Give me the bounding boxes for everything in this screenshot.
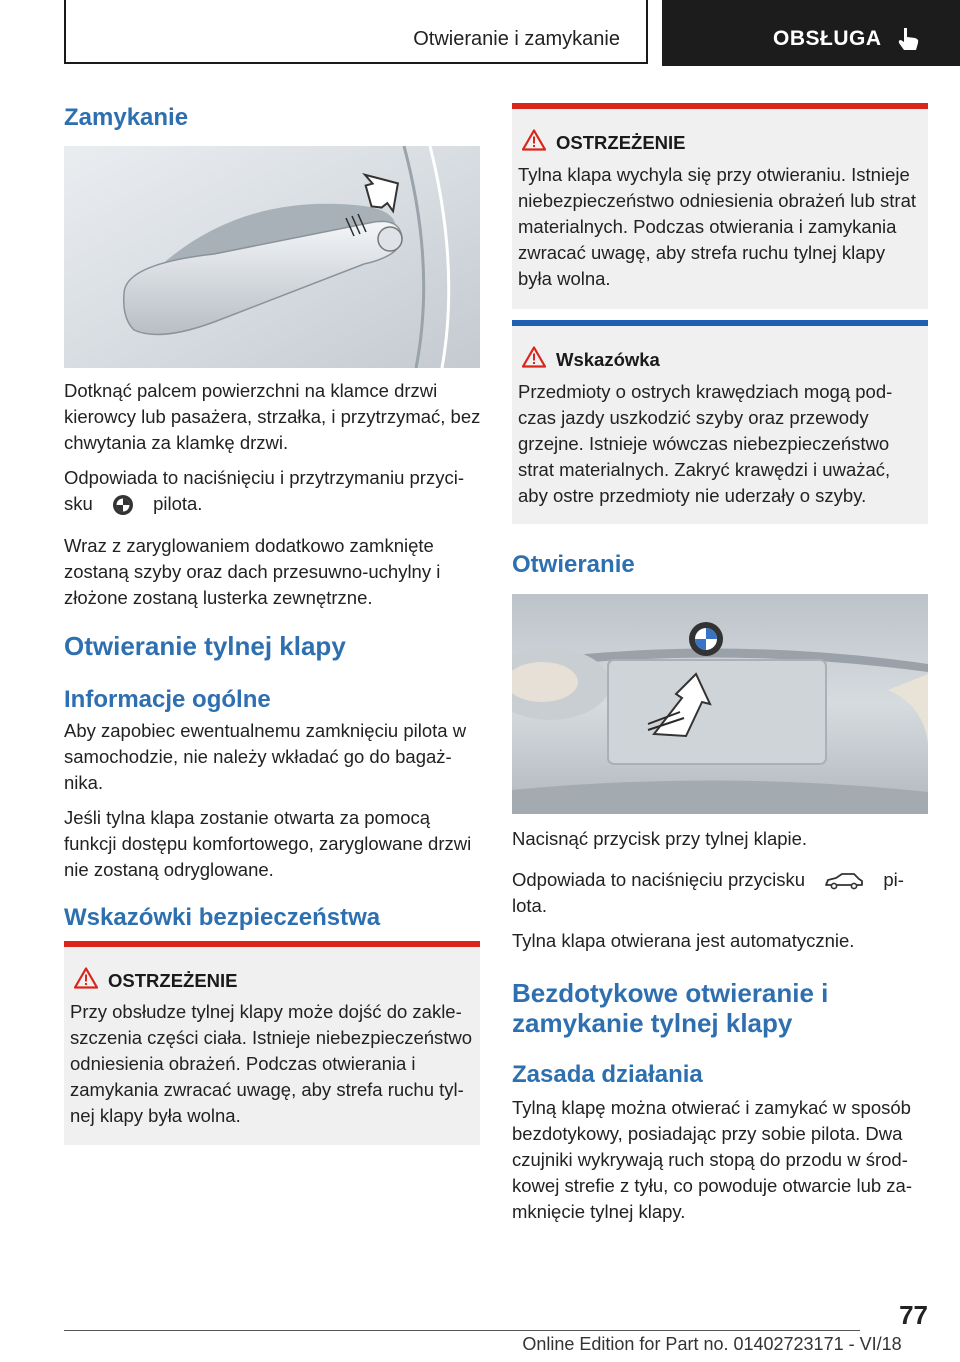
footer-edition: Online Edition for Part no. 01402723171 - VI/18 xyxy=(522,1334,902,1354)
heading-otwieranie: Otwieranie xyxy=(512,551,635,578)
warning-triangle-icon xyxy=(522,129,546,151)
heading-informacje-ogolne: Informacje ogólne xyxy=(64,686,271,713)
heading-zasada-dzialania: Zasada działania xyxy=(512,1061,703,1088)
warning-title: OSTRZEŻENIE xyxy=(556,132,686,153)
hint-text: Przedmioty o ostrych krawędziach mogą podczas jazdy uszkodzić szyby oraz przewody grzejne. Istnieje wówczas niebezpieczeństwo strat materialnych. Zakryć krawędzi i uważać, aby ostre przedmioty nie uderzały o szyby. xyxy=(518,381,893,506)
heading-wskazowki-bezpieczenstwa: Wskazówki bezpieczeństwa xyxy=(64,904,381,931)
warning-bar xyxy=(512,103,928,109)
paragraph-part: pilota. xyxy=(512,869,904,916)
tylna-text xyxy=(64,718,484,883)
bezdotykowe-text xyxy=(512,1095,932,1225)
header-frame xyxy=(64,0,648,64)
warning-text: Tylna klapa wychyla się przy otwieraniu. Istnieje niebezpieczeństwo odniesienia obrażeń lub strat materialnych. Podczas otwierania i zamykania zwracać uwagę, aby strefa ruchu tylnej klapy była wolna. xyxy=(518,164,917,289)
car-trunk-icon xyxy=(824,872,864,890)
footer-rule xyxy=(64,1330,860,1331)
hint-triangle-icon xyxy=(522,346,546,368)
warning-box xyxy=(64,941,480,1145)
hint-title: Wskazówka xyxy=(556,349,660,370)
warning-box xyxy=(512,103,928,309)
paragraph-part: Odpowiada to naciśnięciu przycisku xyxy=(512,869,806,890)
header-section-title: Otwieranie i zamykanie xyxy=(413,28,620,50)
hint-bar xyxy=(512,320,928,326)
hint-box xyxy=(512,320,928,524)
warning-bar xyxy=(64,941,480,947)
paragraph xyxy=(512,867,930,919)
page-number: 77 xyxy=(899,1300,928,1330)
paragraph-part: Odpowiada to naciśnięciu i przytrzymaniu przycisku xyxy=(64,467,464,514)
photo-tailgate-button xyxy=(512,594,928,814)
zamykanie-text xyxy=(64,378,482,611)
heading-otwieranie-tylnej-klapy: Otwieranie tylnej klapy xyxy=(64,631,346,661)
warning-triangle-icon xyxy=(74,967,98,989)
paragraph: Tylną klapę można otwierać i zamykać w sposób bezdotykowy, posiadając przy sobie pilota. Dwa czujniki wykrywają ruch stopą do przodu w środkowej strefie z tyłu, co powoduje otwarcie lub zamknięcie tylnej klapy. xyxy=(512,1097,913,1222)
paragraph: Jeśli tylna klapa zostanie otwarta za pomocą funkcji dostępu komfortowego, zaryglowane drzwi nie zostaną odryglowane. xyxy=(64,807,472,880)
pointing-hand-icon xyxy=(895,26,921,52)
bmw-key-icon xyxy=(112,494,134,516)
paragraph: Tylna klapa otwierana jest automatycznie. xyxy=(512,930,855,951)
otwieranie-text xyxy=(512,826,930,954)
paragraph: Wraz z zaryglowaniem dodatkowo zamknięte zostaną szyby oraz dach przesuwno-uchylny i złożone zostaną lusterka zewnętrzne. xyxy=(64,535,441,608)
header-chapter-label: OBSŁUGA xyxy=(773,27,882,50)
heading-bezdotykowe-otwieranie: Bezdotykowe otwieranie i zamykanie tylnej klapy xyxy=(512,978,829,1038)
photo-door-handle xyxy=(64,146,480,368)
warning-title: OSTRZEŻENIE xyxy=(108,970,238,991)
paragraph: Aby zapobiec ewentualnemu zamknięciu pilota w samochodzie, nie należy wkładać go do bagażnika. xyxy=(64,720,467,793)
paragraph: Nacisnąć przycisk przy tylnej klapie. xyxy=(512,828,808,849)
heading-zamykanie: Zamykanie xyxy=(64,104,189,131)
warning-text: Przy obsłudze tylnej klapy może dojść do zakleszczenia części ciała. Istnieje niebezpieczeństwo odniesienia obrażeń. Podczas otwierania i zamykania zwracać uwagę, aby strefa ruchu tylnej klapy była wolna. xyxy=(70,1001,473,1126)
paragraph: Dotknąć palcem powierzchni na klamce drzwi kierowcy lub pasażera, strzałka, i przytrzymać, bez chwytania za klamkę drzwi. xyxy=(64,380,481,453)
paragraph-part: pilota. xyxy=(153,493,203,514)
paragraph xyxy=(64,465,482,517)
